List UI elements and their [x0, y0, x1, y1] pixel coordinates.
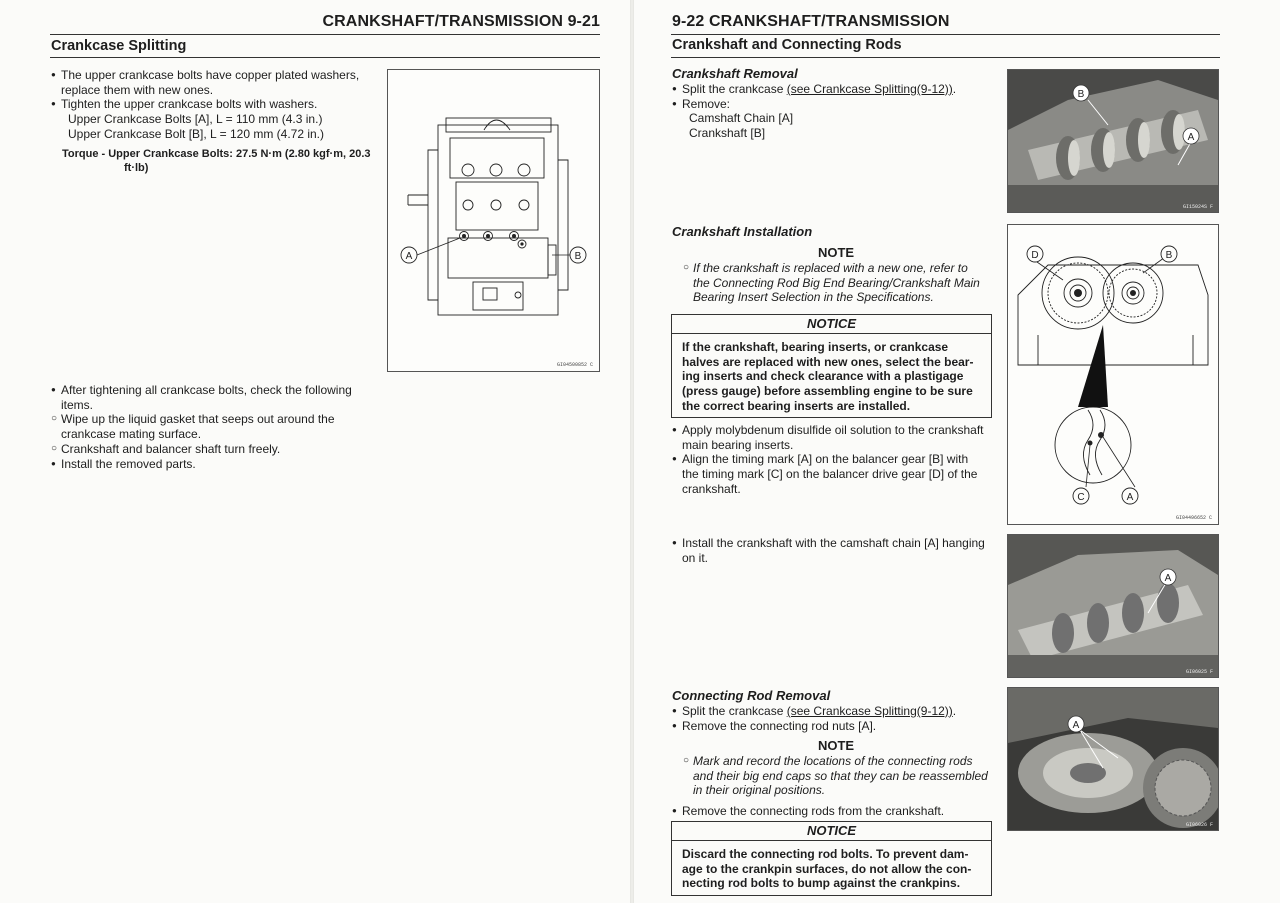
callout-label-b: B: [574, 251, 582, 262]
note-line: in their original positions.: [693, 783, 826, 798]
header-rule: [671, 34, 1220, 35]
callout-label-a: A: [1072, 720, 1080, 731]
step-line: ● Remove the connecting rod nuts [A].: [672, 719, 994, 734]
check-line: crankcase mating surface.: [61, 427, 202, 442]
item-line: Camshaft Chain [A]: [689, 111, 794, 126]
engine-photo: [1008, 535, 1218, 677]
subsection-connecting-rod-removal: Connecting Rod Removal: [672, 688, 831, 703]
step-line: ● Remove:: [672, 97, 992, 112]
note-line: the Connecting Rod Big End Bearing/Crankshaft Main: [693, 275, 980, 290]
step-text: Split the crankcase: [682, 704, 787, 718]
notice-line: ing inserts and check clearance with a plastigage: [682, 369, 964, 384]
note-heading: NOTE: [817, 245, 855, 260]
chain-install-photo: [1007, 534, 1219, 678]
step-line: ● After tightening all crankcase bolts, check the following: [51, 383, 373, 398]
subsection-crankshaft-installation: Crankshaft Installation: [672, 224, 813, 239]
removal-steps: [672, 82, 992, 141]
step-line: ● The upper crankcase bolts have copper plated washers,: [51, 68, 373, 83]
note-line: ○ Mark and record the locations of the connecting rods: [683, 754, 999, 769]
item-line: Crankshaft [B]: [689, 126, 766, 141]
notice-text: [672, 841, 991, 891]
photo-code: GI06026 F: [1185, 822, 1213, 828]
notice-heading: NOTICE: [672, 822, 991, 841]
note-line: Bearing Insert Selection in the Specifications.: [693, 290, 934, 305]
gear-drawing: [1008, 225, 1218, 524]
notice-text: [672, 334, 991, 414]
rod-removal-step-3: [672, 804, 994, 819]
note-text: [683, 754, 999, 798]
installation-steps: [672, 423, 994, 497]
callout-label-d: D: [1031, 250, 1039, 261]
step-line: ● Apply molybdenum disulfide oil solution to the crankshaft: [672, 423, 994, 438]
step-text: .: [952, 704, 957, 718]
step-line: ● Install the removed parts.: [51, 457, 373, 472]
rod-removal-steps: [672, 704, 994, 733]
notice-line: (press gauge) before assembling engine to be sure: [682, 384, 973, 399]
notice-line: Discard the connecting rod bolts. To prevent dam-: [682, 847, 969, 861]
steps-block-1: [51, 68, 373, 142]
spec-line: Upper Crankcase Bolt [B], L = 120 mm (4.72 in.): [68, 126, 325, 141]
step-line: ● Install the crankshaft with the camshaft chain [A] hanging: [672, 536, 994, 551]
crankcase-drawing: [388, 70, 599, 371]
figure-code: GI04496652 C: [1175, 515, 1212, 521]
torque-line: ft·lb): [124, 162, 149, 174]
subsection-crankshaft-removal: Crankshaft Removal: [672, 66, 798, 81]
notice-box-bearing: [671, 314, 992, 418]
callout-label-a: A: [405, 251, 413, 262]
step-text: .: [952, 82, 957, 96]
step-line: [672, 704, 994, 719]
torque-spec: [62, 147, 382, 175]
notice-line: halves are replaced with new ones, select the bear-: [682, 354, 974, 369]
step-text: Split the crankcase: [682, 82, 787, 96]
crankcase-splitting-link[interactable]: (see Crankcase Splitting(9-12)): [786, 704, 953, 718]
steps-block-2: [51, 383, 373, 471]
left-page: [0, 0, 630, 903]
engine-photo: [1008, 688, 1218, 830]
step-line: crankshaft.: [682, 481, 741, 496]
callout-label-c: C: [1077, 492, 1085, 503]
crankcase-bolt-diagram: [387, 69, 600, 372]
connecting-rod-photo: [1007, 687, 1219, 831]
engine-photo: [1008, 70, 1218, 212]
step-line: the timing mark [C] on the balancer drive gear [D] of the: [682, 467, 978, 482]
photo-code: GI06025 F: [1185, 669, 1213, 675]
section-title-crankcase-splitting: Crankcase Splitting: [51, 38, 187, 54]
torque-line: Torque - Upper Crankcase Bolts: 27.5 N·m (2.80 kgf·m, 20.3: [62, 148, 371, 160]
left-page-header: CRANKSHAFT/TRANSMISSION 9-21: [322, 13, 600, 30]
install-chain-step: [672, 536, 994, 565]
notice-line: the correct bearing inserts are installed.: [682, 398, 911, 413]
crankcase-splitting-link[interactable]: (see Crankcase Splitting(9-12)): [786, 82, 953, 96]
check-line: ○ Crankshaft and balancer shaft turn freely.: [51, 442, 373, 457]
callout-label-a: A: [1187, 132, 1195, 143]
note-text: [683, 261, 995, 305]
step-line: items.: [61, 397, 94, 412]
step-line: ● Tighten the upper crankcase bolts with washers.: [51, 97, 373, 112]
crankshaft-removal-photo: [1007, 69, 1219, 213]
notice-line: If the crankshaft, bearing inserts, or crankcase: [682, 340, 949, 354]
figure-code: GI04500852 C: [556, 362, 593, 368]
timing-mark-diagram: [1007, 224, 1219, 525]
callout-label-a: A: [1164, 573, 1172, 584]
step-line: replace them with new ones.: [61, 82, 214, 97]
callout-label-b: B: [1077, 89, 1085, 100]
step-line: ● Align the timing mark [A] on the balancer gear [B] with: [672, 452, 994, 467]
right-page: [634, 0, 1280, 903]
callout-label-a: A: [1126, 492, 1134, 503]
step-line: main bearing inserts.: [682, 437, 794, 452]
spec-line: Upper Crankcase Bolts [A], L = 110 mm (4.3 in.): [68, 112, 323, 127]
step-line: [672, 82, 992, 97]
step-line: ● Remove the connecting rods from the crankshaft.: [672, 804, 994, 819]
notice-line: age to the crankpin surfaces, do not allow the con-: [682, 861, 972, 876]
notice-heading: NOTICE: [672, 315, 991, 334]
callout-label-b: B: [1165, 250, 1173, 261]
photo-code: GI15024S F: [1182, 204, 1213, 210]
notice-box-rod-bolts: [671, 821, 992, 896]
notice-line: necting rod bolts to bump against the crankpins.: [682, 876, 961, 891]
right-page-header: 9-22 CRANKSHAFT/TRANSMISSION: [672, 13, 950, 30]
note-line: ○ If the crankshaft is replaced with a new one, refer to: [683, 261, 995, 276]
note-heading: NOTE: [817, 738, 855, 753]
header-rule: [50, 34, 600, 35]
section-title-crankshaft-rods: Crankshaft and Connecting Rods: [672, 37, 902, 53]
note-line: and their big end caps so that they can be reassembled: [693, 768, 988, 783]
step-line: on it.: [682, 550, 709, 565]
check-line: ○ Wipe up the liquid gasket that seeps out around the: [51, 412, 373, 427]
section-rule: [50, 57, 600, 58]
section-rule: [671, 57, 1220, 58]
